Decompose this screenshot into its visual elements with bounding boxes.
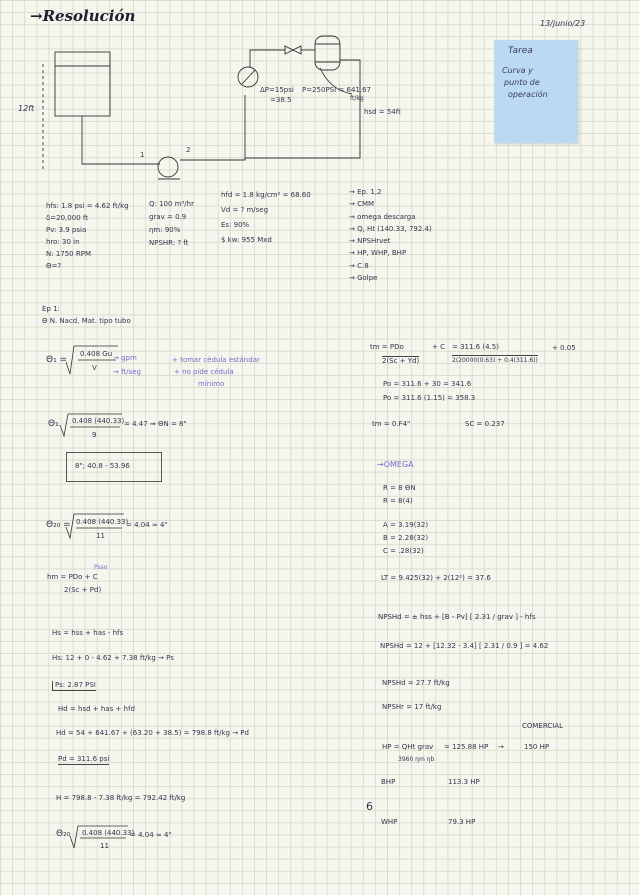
hsd-label: hsd = 54ft — [364, 108, 401, 116]
given-item: Es: 90% — [221, 221, 250, 229]
lt-eq: LT = 9.425(32) + 2(12²) = 37.6 — [381, 574, 491, 582]
given-item: N: 1750 RPM — [46, 250, 91, 258]
ps-result: Ps: 2.87 PSI — [52, 681, 96, 691]
note-line-1: Curva y — [502, 66, 533, 75]
schedule-box-text: 8"; 40.8 - 53.96 — [75, 462, 130, 470]
scribble-mark: 6 — [366, 800, 373, 813]
pressure-label: P=250PSI = 641.67 — [302, 86, 371, 94]
node-2-label: 2 — [186, 146, 191, 154]
given-item: hro: 30 in — [46, 238, 80, 246]
eq1-note-3: mínimo — [198, 380, 225, 388]
note-line-3: operación — [508, 90, 548, 99]
given-item: grav = 0.9 — [149, 213, 187, 221]
npsh-result-1: NPSHd = 27.7 ft/kg — [382, 679, 450, 687]
sc-value: SC = 0.237 — [465, 420, 505, 428]
eq2-lhs: Θ₁ — [48, 419, 59, 429]
given-item: $ kw: 955 Mxd — [221, 236, 272, 244]
eq1-lhs: Θ₁ = — [46, 355, 68, 365]
ep-title: Ep 1: — [42, 305, 60, 313]
comercial-label: COMERCIAL — [522, 722, 564, 730]
dp-label: ΔP=15psi — [260, 86, 294, 94]
eq2-numerator: 0.408 (440.33) — [72, 417, 125, 425]
dp-value: =38.5 — [270, 96, 292, 104]
hp-result: = 125.88 HP — [444, 743, 489, 751]
given-item: Pv: 3.9 psia — [46, 226, 87, 234]
given-item: NPSHR: ? ft — [149, 239, 189, 247]
hm-denominator: 2(Sc + Pd) — [64, 586, 102, 594]
node-1-label: 1 — [140, 151, 145, 159]
whp-label: WHP — [381, 818, 398, 826]
tm-result: + 0.05 — [552, 344, 576, 352]
r-eq-2: R = 8(4) — [383, 497, 413, 505]
given-item: Θ=? — [46, 262, 62, 270]
given-item: → C.8 — [349, 261, 369, 270]
eq4-denominator: 11 — [100, 842, 109, 850]
eq2-denominator: 9 — [92, 431, 97, 439]
head-equation: H = 798.8 - 7.38 ft/kg = 792.42 ft/kg — [56, 794, 186, 802]
ep-subtitle: Θ N. Nacd, Mat. tipo tubo — [42, 317, 131, 325]
c-eq: C = .28(32) — [383, 547, 424, 555]
given-item: → CMM — [349, 200, 375, 209]
eq4-numerator: 0.408 (440.33) — [82, 829, 135, 837]
eq3-denominator: 11 — [96, 532, 105, 540]
eq1-numerator: 0.408 Gu — [80, 350, 113, 358]
eq1-denominator: V — [92, 364, 97, 372]
eq3-numerator: 0.408 (440.33) — [76, 518, 129, 526]
eq2-result: = 4.47 ⇒ ΘN = 8" — [124, 420, 187, 428]
po-2: Po = 311.6 (1.15) = 358.3 — [383, 394, 476, 402]
hd-values: Hd = 54 + 641.67 + (63.20 + 38.5) = 798.8 ft/kg → Pd — [56, 729, 249, 737]
given-item: → Golpe — [349, 274, 378, 283]
eq4-result: = 4.04 ≈ 4" — [130, 831, 172, 839]
npsh-values: NPSHd = 12 + [12.32 - 3.4] [ 2.31 / 0.9 ] = 4.62 — [380, 642, 549, 650]
bhp-label: BHP — [381, 778, 396, 786]
hp-equation: HP = QHt grav — [382, 743, 434, 751]
tm-fraction-num: = 311.6 (4.5) — [452, 343, 499, 351]
hm-equation: hm = PDo + C — [47, 573, 98, 581]
note-line-2: punto de — [504, 78, 540, 87]
pressure-unit: ft/kg — [350, 95, 364, 102]
given-item: → Q, Ht (140.33, 792.4) — [349, 224, 432, 233]
tm-fraction-den: 2(20000(0.63) + 0.4(311.6)) — [452, 357, 538, 364]
a-eq: A = 3.19(32) — [383, 521, 429, 529]
given-item: hfd = 1.8 kg/cm² = 68.60 — [221, 191, 311, 199]
height-label: 12ft — [18, 104, 35, 113]
tm-value: tm = 0.F4" — [372, 420, 411, 428]
hs-values: Hs: 12 + 0 - 4.62 + 7.38 ft/kg → Ps — [52, 654, 174, 662]
hs-equation: Hs = hss + has - hfs — [52, 629, 124, 637]
eq1-fts: → ft/seg — [113, 368, 141, 376]
page-title: →Resolución — [30, 7, 136, 25]
bhp-value: 113.3 HP — [448, 778, 480, 786]
given-item: Q: 100 m³/hr — [149, 200, 194, 208]
eq3-result: = 4.04 ≈ 4" — [126, 521, 168, 529]
given-item: → HP, WHP, BHP — [349, 249, 407, 258]
hp-commercial-value: 150 HP — [524, 743, 550, 751]
eq3-lhs: Θ₂₀ = — [46, 520, 71, 530]
npsh-result-2: NPSHr = 17 ft/kg — [382, 703, 442, 711]
given-item: Vd = ? m/seg — [221, 206, 269, 214]
given-item: → omega descarga — [349, 212, 416, 221]
hd-equation: Hd = hsd + has + hfd — [58, 705, 135, 713]
hm-tag: Psso — [94, 564, 108, 571]
eq1-gpm: → gpm — [113, 354, 137, 362]
tm-c: + C — [432, 343, 445, 351]
note-title: Tarea — [508, 46, 533, 56]
eq1-note-1: + tomar cédula estándar — [172, 356, 260, 364]
b-eq: B = 2.28(32) — [383, 534, 429, 542]
hp-arrow: → — [498, 743, 504, 751]
tm-lhs: tm = PDo — [370, 343, 404, 351]
pd-result: Pd = 311.6 psi — [58, 755, 110, 763]
given-item: δ=20,000 ft — [46, 214, 88, 222]
tm-den: 2(Sc + Yd) — [382, 357, 420, 365]
eq1-note-2: + no pide cédula — [174, 368, 234, 376]
hp-denominator: 3960 ηm ηb — [398, 756, 435, 763]
omega-heading: →OMEGA — [377, 460, 414, 469]
given-item: → Ep. 1,2 — [349, 188, 382, 196]
whp-value: 79.3 HP — [448, 818, 476, 826]
r-eq-1: R = 8 ΘN — [383, 484, 416, 492]
page-date: 13/junio/23 — [540, 19, 586, 28]
given-item: ηm: 90% — [149, 226, 181, 234]
given-item: → NPSHrvet — [349, 237, 391, 246]
eq4-lhs: Θ₂₀ — [56, 829, 71, 839]
po-1: Po = 311.6 + 30 = 341.6 — [383, 380, 472, 388]
npsh-equation: NPSHd = ± hss + [B - Pv] [ 2.31 / grav ] - hfs — [378, 613, 536, 621]
given-item: hfs: 1.8 psi = 4.62 ft/kg — [46, 202, 129, 210]
